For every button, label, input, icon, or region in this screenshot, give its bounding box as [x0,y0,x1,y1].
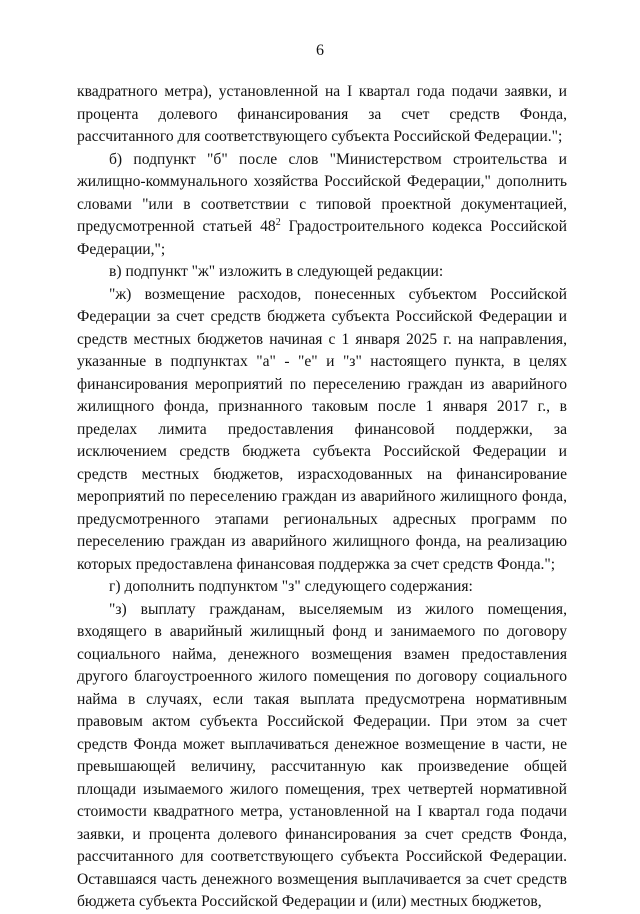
paragraph-subpoint-b [77,149,567,262]
paragraph-subpoint-g: г) дополнить подпунктом "з" следующего содержания: [109,578,473,595]
document-body [77,81,567,914]
article-superscript: 2 [275,216,281,228]
page-number: 6 [316,42,324,59]
paragraph-subpoint-b-tail: Градостроительного кодекса Российской Федерации,"; [77,218,567,258]
paragraph-subpoint-z: "з) выплату гражданам, выселяемым из жилого помещения, входящего в аварийный жилищный фонд и занимаемого по договору социального найма, денежного возмещения взамен предоставления другого благоустроенного жилого помещения по договору социального найма в случаях, если такая выплата предусмотрена нормативным правовым актом субъекта Российской Федерации. При этом за счет средств Фонда может выплачиваться денежное возмещение в части, не превышающей величину, рассчитанную как произведение общей площади изымаемого жилого помещения, трех четвертей нормативной стоимости квадратного метра, установленной на I квартал года подачи заявки, и процента долевого финансирования за счет средств Фонда, рассчитанного для соответствующего субъекта Российской Федерации. Оставшаяся часть денежного возмещения выплачивается за счет средств бюджета субъекта Российской Федерации и (или) местных бюджетов, [77,600,567,910]
paragraph-continuation: квадратного метра), установленной на I квартал года подачи заявки, и процента долевого финансирования за счет средств Фонда, рассчитанного для соответствующего субъекта Российской Федерации."; [77,83,567,145]
paragraph-subpoint-v: в) подпункт "ж" изложить в следующей редакции: [109,263,444,280]
paragraph-subpoint-b-text: б) подпункт "б" после слов "Министерством строительства и жилищно-коммунального хозяйства Российской Федерации," дополнить словами "или в соответствии с типовой проектной документацией, предусмотренной статьей 48 [77,150,567,235]
paragraph-subpoint-zh: "ж) возмещение расходов, понесенных субъектом Российской Федерации за счет средств бюджета субъекта Российской Федерации и средств местных бюджетов начиная с 1 января 2025 г. на направления, указанные в подпунктах "а" - "е" и "з" настоящего пункта, в целях финансирования мероприятий по переселению граждан из аварийного жилищного фонда, признанного таковым после 1 января 2017 г., в пределах лимита предоставления финансовой поддержки, за исключением средств бюджета субъекта Российской Федерации и средств местных бюджетов, израсходованных на финансирование мероприятий по переселению граждан из аварийного жилищного фонда, предусмотренного этапами региональных адресных программ по переселению граждан из аварийного жилищного фонда, на реализацию которых предоставлена финансовая поддержка за счет средств Фонда."; [77,285,567,573]
